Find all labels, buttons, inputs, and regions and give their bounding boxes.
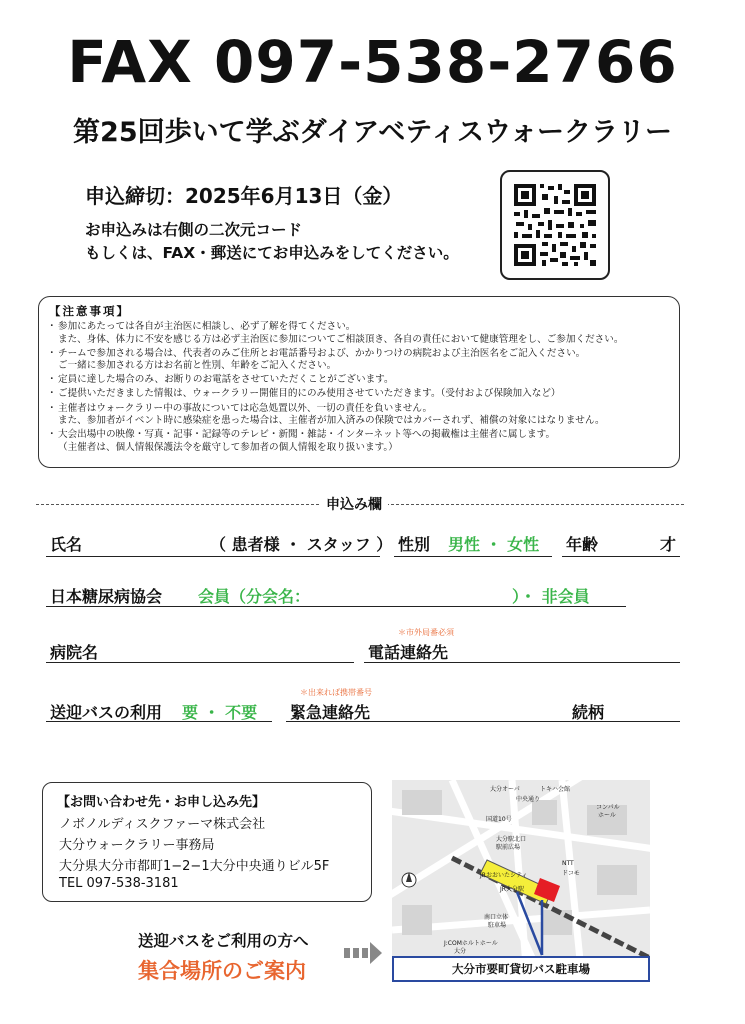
form-section-title: 申込み欄 <box>320 494 388 514</box>
association-field[interactable] <box>46 606 626 607</box>
instructions-line-2: もしくは、FAX・郵送にてお申込みをしてください。 <box>85 244 459 262</box>
notice-box <box>38 296 680 468</box>
relationship-label: 続柄 <box>572 703 605 722</box>
qr-code-icon <box>502 172 608 278</box>
map-label: トキハ会館 <box>540 786 571 793</box>
map-label: 中央通り <box>516 796 541 803</box>
contact-title: 【お問い合わせ先・お申し込み先】 <box>57 795 266 810</box>
emergency-contact-field[interactable] <box>286 721 680 722</box>
map-label: NTT <box>562 860 574 867</box>
map-label: J:COMホルトホール <box>444 940 498 947</box>
notice-item: ・チームで参加される場合は、代表者のみご住所とお電話番号および、かかりつけの病院および主治医名をご記入ください。 ご一緒に参加される方はお名前と性別、年齢をご記入ください。 <box>47 347 586 372</box>
map-label: JRおおいたシティ <box>480 872 528 879</box>
gender-options[interactable]: 男性 ・ 女性 <box>448 535 540 554</box>
application-deadline: 申込締切：2025年6月13日（金） <box>85 184 403 208</box>
phone-label: 電話連絡先 <box>368 643 449 662</box>
map-label: 国道10号 <box>486 816 512 823</box>
phone-field[interactable] <box>364 662 680 663</box>
map-label: 南口立体 <box>484 914 509 921</box>
contact-phone[interactable]: TEL 097-538-3181 <box>59 876 179 891</box>
map-label: ホール <box>598 812 616 819</box>
notice-item: ・主催者はウォークラリー中の事故については応急処置以外、一切の責任を負いません。 また、参加者がイベント時に感染症を患った場合は、主催者が加入済みの保険ではカバーされず、補償の対象にはなりません。 <box>47 402 605 427</box>
association-nonmember-option[interactable]: ）・ 非会員 <box>512 587 590 606</box>
notice-list <box>47 321 675 456</box>
qr-code[interactable] <box>500 170 610 280</box>
map-label: 大分オーパ <box>490 786 520 793</box>
arrow-right-icon <box>344 940 384 966</box>
contact-box <box>42 782 372 902</box>
event-title: 第25回歩いて学ぶダイアベティスウォークラリー <box>73 117 672 148</box>
age-label: 年齢 <box>566 535 599 554</box>
notice-item: ・大会出場中の映像・写真・記事・記録等のテレビ・新聞・雑誌・インターネット等への掲載権は主催者に属します。 （主催者は、個人情報保護法令を厳守して参加者の個人情報を取り扱います。） <box>47 429 556 453</box>
hospital-label: 病院名 <box>50 643 99 662</box>
phone-note: ＊市外局番必須 <box>398 628 454 637</box>
fax-number: FAX 097-538-2766 <box>67 28 678 96</box>
notice-item: ・参加にあたっては各自が主治医に相談し、必ず了解を得てください。 また、身体、体力に不安を感じる方は必ず主治医に参加についてご相談頂き、各自の責任において健康管理をし、ご参加ください。 <box>47 321 624 345</box>
hospital-field[interactable] <box>46 662 354 663</box>
bus-usage-label: 送迎バスの利用 <box>50 703 163 722</box>
bus-usage-field[interactable] <box>46 721 272 722</box>
map-label: コンパル <box>596 804 620 811</box>
emergency-contact-label: 緊急連絡先 <box>290 703 371 722</box>
bus-usage-options[interactable]: 要 ・ 不要 <box>182 703 258 722</box>
instructions-line-1: お申込みは右側の二次元コード <box>85 221 303 239</box>
map-label: JR大分駅 <box>500 886 524 893</box>
bus-parking-caption: 大分市要町貸切バス駐車場 <box>392 956 650 982</box>
age-unit: 才 <box>660 535 677 554</box>
contact-address: 大分県大分市都町1−2−1大分中央通りビル5F <box>59 859 330 874</box>
map-label: 駅前広場 <box>496 844 521 851</box>
gender-field[interactable] <box>394 556 552 557</box>
notice-item: ・定員に達した場合のみ、お断りのお電話をさせていただくことがございます。 <box>47 374 394 386</box>
map-label: 大分駅北口 <box>496 836 527 843</box>
association-label: 日本糖尿病協会 <box>50 587 163 606</box>
meeting-point-guide: 集合場所のご案内 <box>138 959 306 983</box>
map-label: ドコモ <box>562 870 580 877</box>
association-member-option[interactable]: 会員（分会名： <box>198 587 311 606</box>
name-field[interactable] <box>46 556 380 557</box>
application-instructions <box>85 219 459 265</box>
map-label: 駐車場 <box>488 922 507 929</box>
contact-company: ノボノルディスクファーマ株式会社 <box>59 817 266 832</box>
notice-title: 【注意事項】 <box>49 304 130 318</box>
age-field[interactable] <box>562 556 680 557</box>
contact-office: 大分ウォークラリー事務局 <box>59 838 215 853</box>
name-role-options[interactable]: （ 患者様 ・ スタッフ ） <box>210 535 393 554</box>
emergency-note: ＊出来れば携帯番号 <box>300 688 372 697</box>
name-label: 氏名 <box>50 535 83 554</box>
gender-label: 性別 <box>398 535 431 554</box>
notice-item: ・ご提供いただきました情報は、ウォークラリー開催目的にのみ使用させていただきます。（受付および保険加入など） <box>47 388 561 400</box>
access-map[interactable] <box>392 780 650 976</box>
bus-info-heading: 送迎バスをご利用の方へ <box>138 932 309 950</box>
map-label: 大分 <box>454 948 467 955</box>
